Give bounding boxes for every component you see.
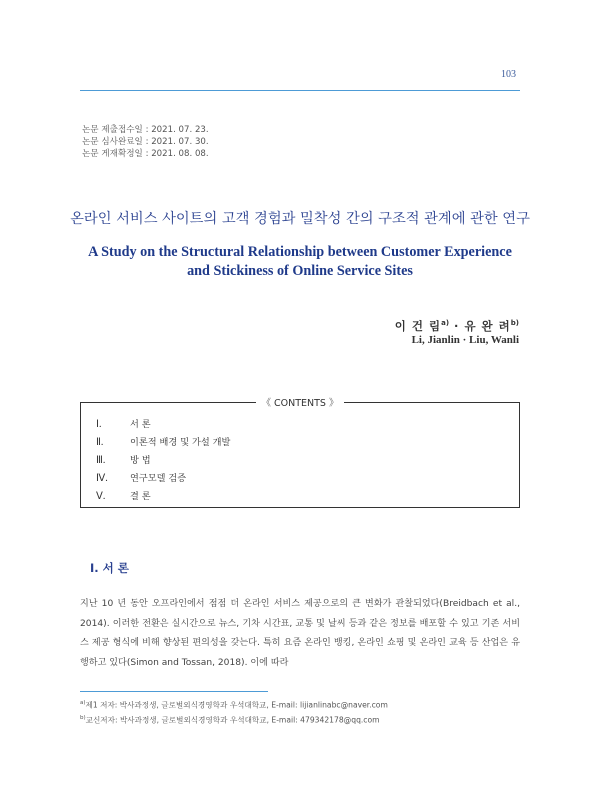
toc-item-label: 방 법 bbox=[130, 455, 151, 466]
toc-item-number: Ⅱ. bbox=[96, 437, 104, 448]
authors-english: Li, Jianlin · Liu, Wanli bbox=[411, 334, 519, 346]
authors-korean bbox=[395, 318, 519, 334]
toc-item-3[interactable] bbox=[96, 452, 230, 470]
toc-item-label: 연구모델 검증 bbox=[130, 473, 187, 484]
toc-item-label: 서 론 bbox=[130, 419, 151, 430]
toc-item-4[interactable] bbox=[96, 470, 230, 488]
header-rule bbox=[80, 90, 520, 91]
title-english-line1: A Study on the Structural Relationship between Customer Experience bbox=[88, 244, 512, 260]
author2-mark: b) bbox=[510, 319, 519, 328]
author1-name: 이 건 림 bbox=[394, 319, 442, 333]
reviewed-label: 논문 심사완료일 : bbox=[82, 137, 149, 148]
received-date: 2021. 07. 23. bbox=[151, 125, 209, 135]
submission-dates bbox=[82, 124, 209, 161]
footnote-text-a: 제1 저자: 박사과정생, 글로벌외식경영학과 우석대학교, E-mail: lijianlinabc@naver.com bbox=[85, 700, 388, 710]
footnotes bbox=[80, 697, 388, 727]
toc-item-number: Ⅰ. bbox=[96, 419, 102, 430]
toc-item-label: 이론적 배경 및 가설 개발 bbox=[130, 437, 231, 448]
author2-name: 유 완 려 bbox=[464, 319, 511, 333]
received-row bbox=[82, 124, 209, 136]
table-of-contents bbox=[96, 416, 230, 506]
accepted-date: 2021. 08. 08. bbox=[151, 149, 209, 160]
footnote-corresponding-author bbox=[80, 712, 388, 727]
contents-title: 《 CONTENTS 》 bbox=[261, 398, 339, 409]
received-label: 논문 제출접수일 : bbox=[82, 125, 149, 135]
title-english bbox=[0, 243, 600, 281]
reviewed-row bbox=[82, 136, 209, 148]
page-number: 103 bbox=[501, 69, 516, 80]
section-heading-introduction: Ⅰ. 서 론 bbox=[90, 561, 129, 575]
toc-item-5[interactable] bbox=[96, 488, 230, 506]
footnote-rule bbox=[80, 691, 268, 692]
reviewed-date: 2021. 07. 30. bbox=[151, 137, 209, 148]
footnote-mark-b: b) bbox=[80, 715, 86, 722]
footnote-mark-a: a) bbox=[80, 700, 86, 706]
footnote-text-b: 교신저자: 박사과정생, 글로벌외식경영학과 우석대학교, E-mail: 479342178@qq.com bbox=[85, 715, 380, 725]
accepted-row bbox=[82, 148, 209, 160]
toc-item-number: Ⅲ. bbox=[96, 455, 106, 466]
author-separator: · bbox=[449, 319, 465, 333]
accepted-label: 논문 게재확정일 : bbox=[82, 149, 149, 160]
toc-item-number: Ⅳ. bbox=[96, 473, 108, 484]
title-korean: 온라인 서비스 사이트의 고객 경험과 밀착성 간의 구조적 관계에 관한 연구 bbox=[70, 211, 530, 227]
title-english-line2: and Stickiness of Online Service Sites bbox=[187, 263, 413, 279]
toc-item-label: 결 론 bbox=[130, 491, 151, 502]
toc-item-1[interactable] bbox=[96, 416, 230, 434]
body-paragraph: 지난 10 년 동안 오프라인에서 점점 더 온라인 서비스 제공으로의 큰 변화가 관찰되었다(Breidbach et al., 2014). 이러한 전환은 실시간으로 뉴스, 기차 시간표, 교통 및 날씨 등과 같은 정보를 배포할 수 있고 기존 서비스 제공 형식에 비해 향상된 편의성을 갖는다. 특히 요즘 온라인 뱅킹, 온라인 쇼핑 및 온라인 교육 등 산업은 유행하고 있다(Simon and Tossan, 2018). 이에 따라 bbox=[80, 599, 520, 668]
author1-mark: a) bbox=[441, 319, 450, 328]
footnote-first-author bbox=[80, 697, 388, 712]
toc-item-number: Ⅴ. bbox=[96, 491, 106, 502]
toc-item-2[interactable] bbox=[96, 434, 230, 452]
